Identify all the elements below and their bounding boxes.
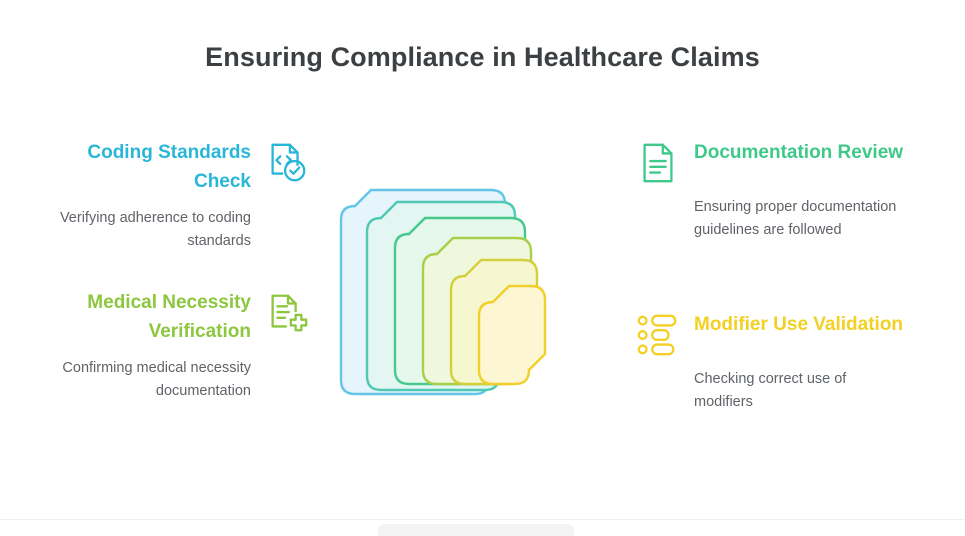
footer-bar	[378, 524, 574, 536]
bottom-divider	[0, 519, 965, 520]
medical-document-plus-icon	[264, 290, 310, 336]
item-header	[635, 138, 945, 186]
layered-stack-illustration	[325, 180, 625, 455]
item-title: Documentation Review	[694, 142, 904, 163]
item-description: Checking correct use of modifiers	[694, 371, 847, 411]
item-description: Ensuring proper documentation guidelines are followed	[694, 199, 897, 239]
item-header	[0, 138, 310, 197]
item-description: Verifying adherence to coding standards	[59, 209, 251, 250]
item-modifier-use-validation	[635, 310, 945, 415]
item-title: Coding Standards Check	[87, 142, 251, 193]
item-documentation-review	[635, 138, 945, 243]
item-title: Modifier Use Validation	[694, 314, 904, 335]
item-title: Medical Necessity Verification	[87, 292, 251, 343]
toggle-list-icon	[635, 312, 681, 358]
item-medical-necessity-verification	[0, 288, 310, 404]
item-coding-standards-check	[0, 138, 310, 254]
code-document-check-icon	[264, 140, 310, 186]
item-description: Confirming medical necessity documentation	[62, 359, 251, 400]
item-header	[0, 288, 310, 347]
item-header	[635, 310, 945, 358]
page-title: Ensuring Compliance in Healthcare Claims	[205, 42, 760, 72]
document-lines-icon	[635, 140, 681, 186]
